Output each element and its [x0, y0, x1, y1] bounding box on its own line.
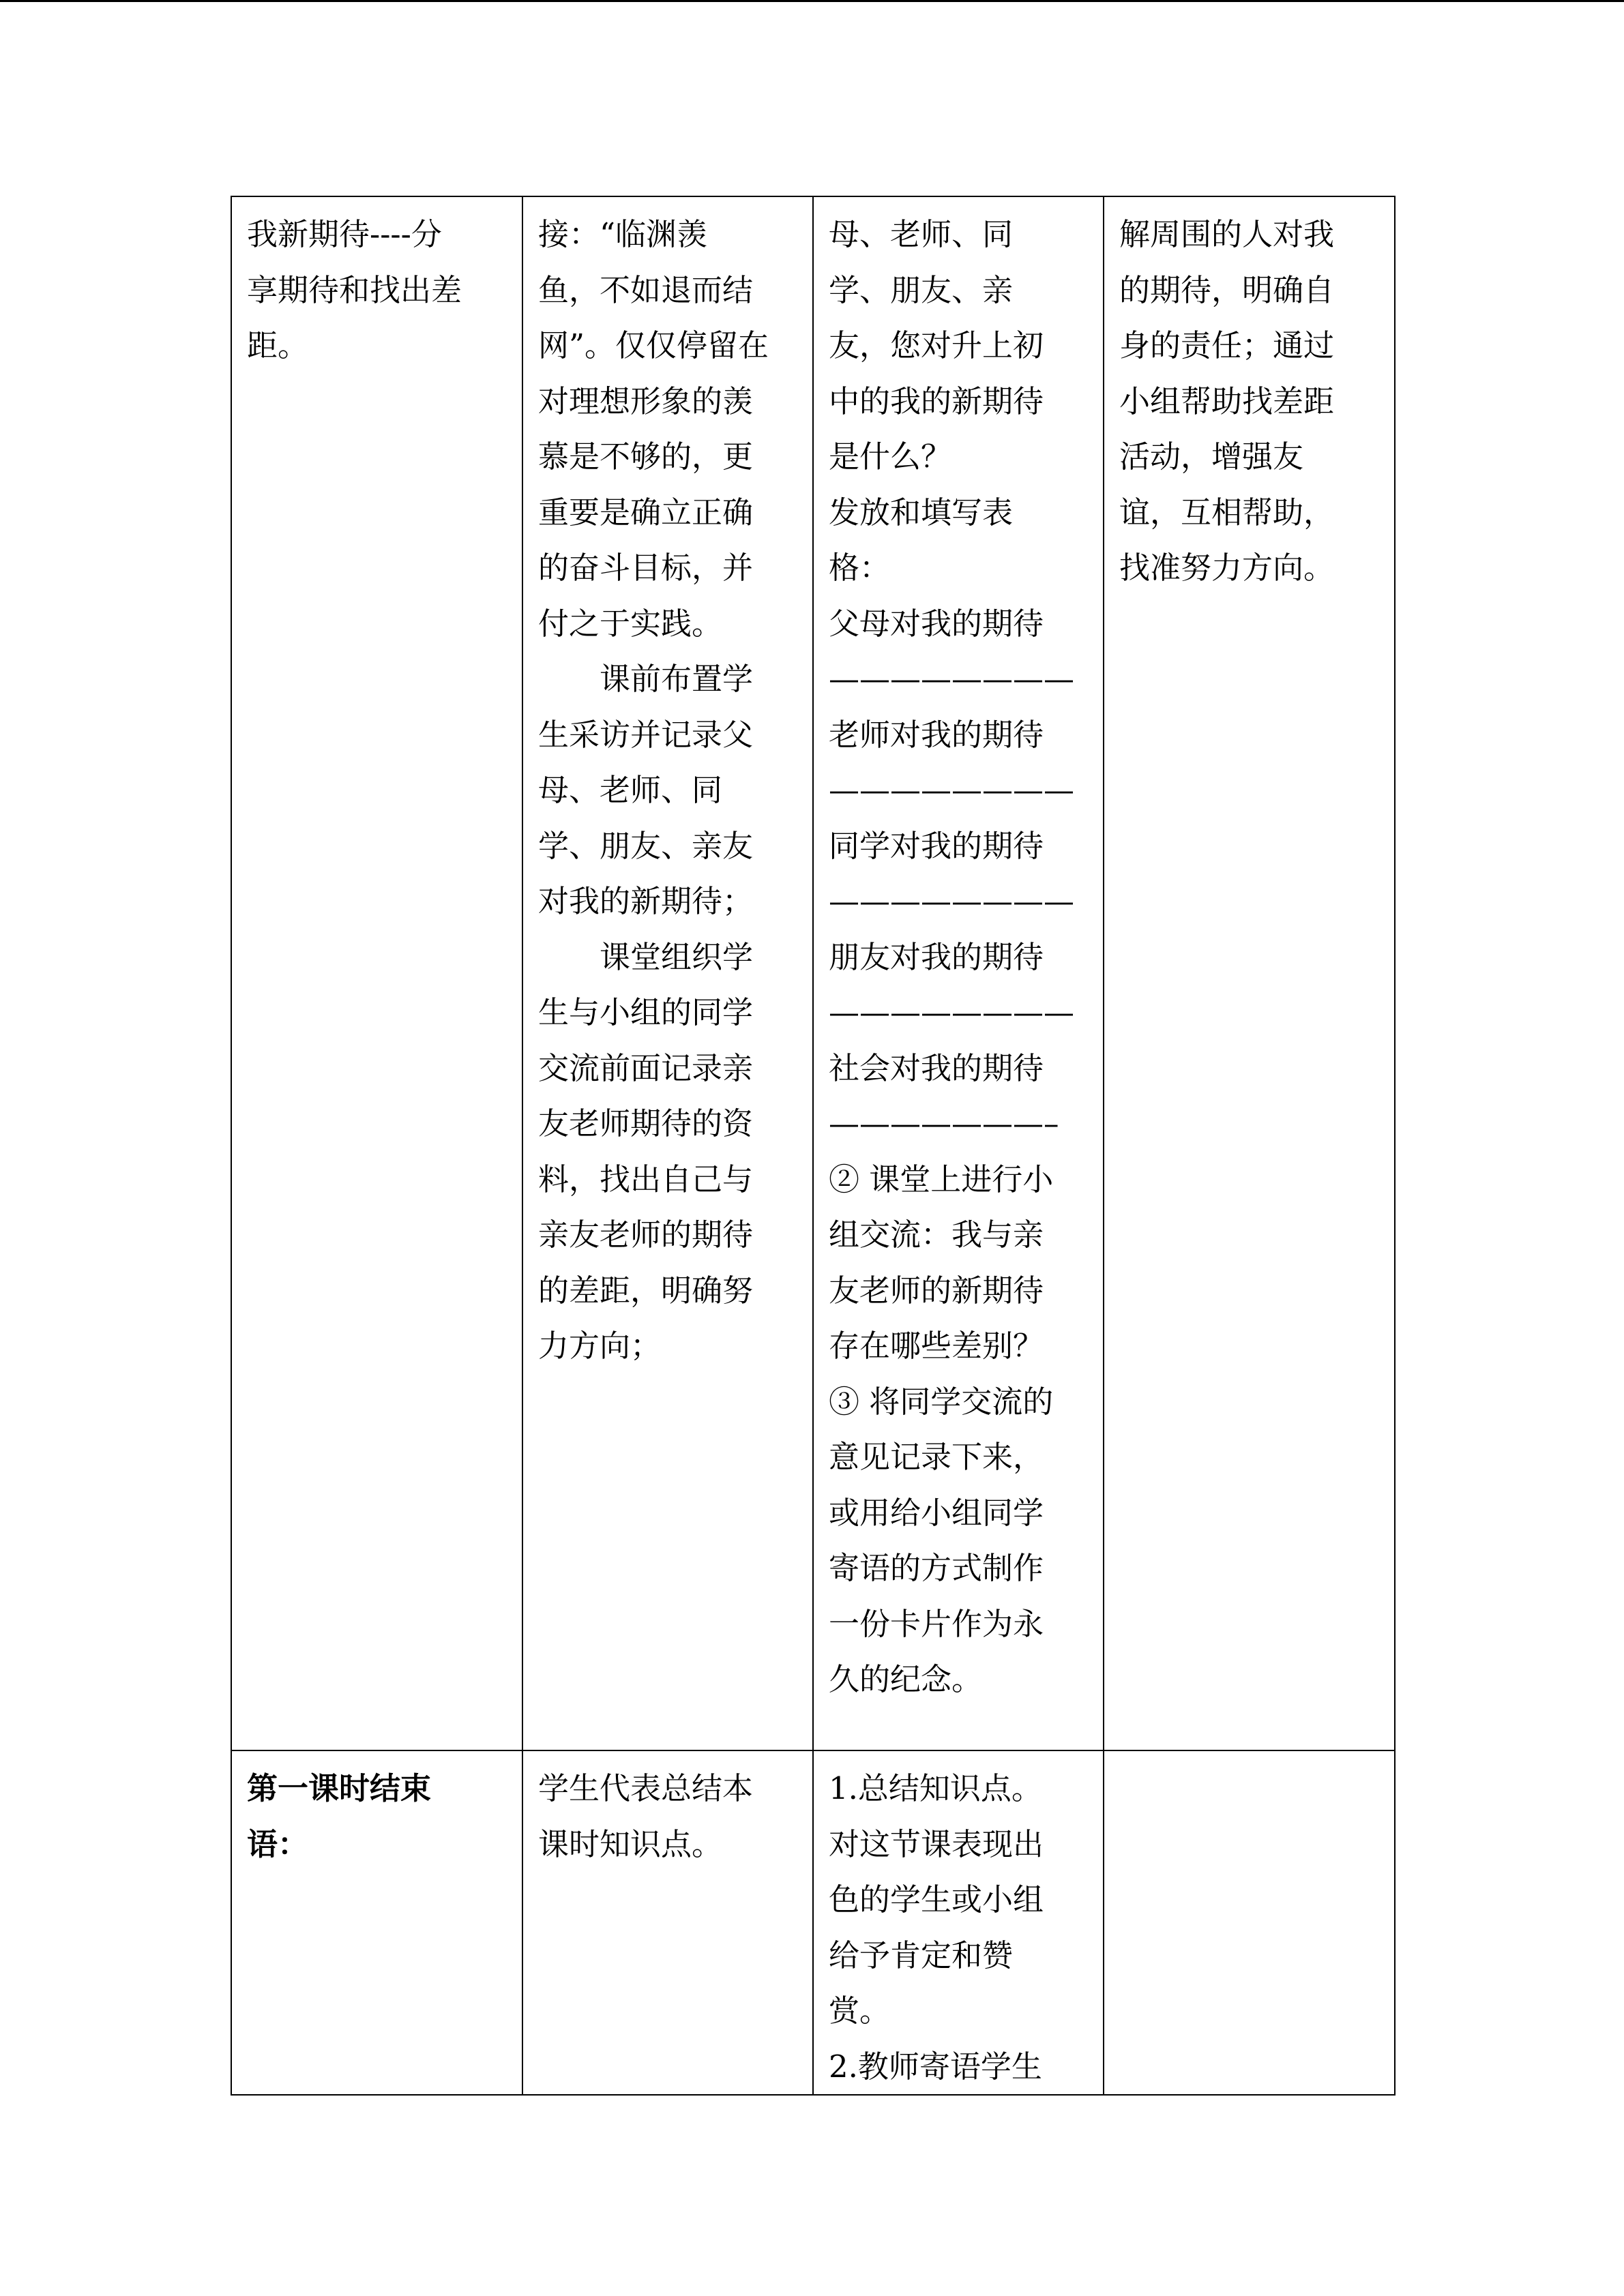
- cell-text-line: 老师对我的期待: [829, 716, 1044, 753]
- cell-text-line: 重要是确立正确: [538, 494, 754, 531]
- cell-text-line: 生与小组的同学: [538, 994, 754, 1030]
- cell-design-intent: [1104, 1750, 1395, 2095]
- cell-text-line: 社会对我的期待: [829, 1049, 1044, 1086]
- lesson-plan-table: [231, 196, 1396, 2096]
- cell-text-line: 课堂组织学: [600, 938, 754, 975]
- cell-text-line: 父母对我的期待: [829, 605, 1044, 642]
- cell-text-line: 交流前面记录亲: [538, 1049, 754, 1086]
- cell-text-line: 活动，增强友: [1119, 438, 1304, 475]
- cell-text-line: 找准努力方向。: [1119, 550, 1335, 586]
- cell-text-line: 友老师的新期待: [829, 1272, 1044, 1309]
- cell-activity-name: [231, 1750, 522, 2095]
- cell-text-line: 学、朋友、亲: [829, 271, 1014, 308]
- cell-text-line: 发放和填写表: [829, 494, 1014, 531]
- cell-text-line: 2.教师寄语学生: [829, 2048, 1042, 2085]
- cell-text-line: 友老师期待的资: [538, 1105, 754, 1142]
- cell-text-line: 课时知识点。: [538, 1825, 723, 1862]
- cell-student-activity: [813, 196, 1104, 1750]
- cell-text-line: 第一课时结束: [247, 1770, 432, 1806]
- cell-text-line: 小组帮助找差距: [1119, 383, 1335, 419]
- cell-text-line: 格：: [829, 550, 891, 586]
- cell-text-line: ————————: [829, 661, 1074, 697]
- cell-text-line: ————————: [829, 994, 1074, 1030]
- cell-text-line: 色的学生或小组: [829, 1881, 1044, 1918]
- cell-text-line: 生采访并记录父: [538, 716, 754, 753]
- cell-text-line: 力方向；: [538, 1328, 662, 1364]
- cell-text-line: 料，找出自己与: [538, 1161, 754, 1197]
- cell-text-line: ———————–: [829, 1105, 1059, 1142]
- cell-text-line: 网”。仅仅停留在: [538, 327, 769, 363]
- cell-text-line: ————————: [829, 772, 1074, 808]
- cell-text-line: ————————: [829, 883, 1074, 919]
- table-row: [231, 196, 1395, 1750]
- cell-text-line: 的差距，明确努: [538, 1272, 754, 1309]
- cell-text-line: 我新期待----分: [247, 216, 442, 252]
- cell-text-line: 久的纪念。: [829, 1661, 983, 1697]
- cell-text-line: 课前布置学: [600, 661, 754, 697]
- cell-text-line: 组交流：我与亲: [829, 1217, 1044, 1253]
- cell-activity-name: [231, 196, 522, 1750]
- cell-text-line: 鱼，不如退而结: [538, 271, 754, 308]
- cell-text-line: 友，您对升上初: [829, 327, 1044, 363]
- cell-student-activity: [813, 1750, 1104, 2095]
- cell-text-line: 同学对我的期待: [829, 827, 1044, 864]
- table-row: [231, 1750, 1395, 2095]
- cell-text-line: 的期待，明确自: [1119, 271, 1335, 308]
- cell-text-line: 朋友对我的期待: [829, 938, 1044, 975]
- cell-design-intent: [1104, 196, 1395, 1750]
- cell-text-line: 谊，互相帮助，: [1119, 494, 1335, 531]
- cell-text-line: 学、朋友、亲友: [538, 827, 754, 864]
- cell-text-line: ② 课堂上进行小: [829, 1161, 1054, 1197]
- cell-text-line: 的奋斗目标，并: [538, 550, 754, 586]
- cell-text-line: 语：: [247, 1825, 309, 1862]
- cell-text-line: ③ 将同学交流的: [829, 1383, 1054, 1420]
- cell-text-line: 或用给小组同学: [829, 1494, 1044, 1531]
- cell-text-line: 解周围的人对我: [1119, 216, 1335, 252]
- cell-text-line: 对理想形象的羡: [538, 383, 754, 419]
- cell-text-line: 享期待和找出差: [247, 271, 462, 308]
- cell-text-line: 身的责任；通过: [1119, 327, 1335, 363]
- cell-text-line: 距。: [247, 327, 309, 363]
- cell-teacher-activity: [522, 1750, 813, 2095]
- cell-text-line: 中的我的新期待: [829, 383, 1044, 419]
- cell-text-line: 学生代表总结本: [538, 1770, 754, 1806]
- cell-text-line: 对这节课表现出: [829, 1825, 1044, 1862]
- cell-text-line: 亲友老师的期待: [538, 1217, 754, 1253]
- cell-text-line: 对我的新期待；: [538, 883, 754, 919]
- cell-text-line: 一份卡片作为永: [829, 1605, 1044, 1642]
- cell-text-line: 付之于实践。: [538, 605, 723, 642]
- page-top-border: [0, 0, 1624, 2]
- cell-text-line: 存在哪些差别？: [829, 1328, 1044, 1364]
- cell-text-line: 慕是不够的，更: [538, 438, 754, 475]
- cell-text-line: 1.总结知识点。: [829, 1770, 1042, 1806]
- cell-text-line: 给予肯定和赞: [829, 1937, 1014, 1973]
- cell-text-line: 意见记录下来，: [829, 1439, 1044, 1475]
- cell-text-line: 母、老师、同: [538, 772, 723, 808]
- cell-text-line: 接：“临渊羡: [538, 216, 708, 252]
- cell-text-line: 赏。: [829, 1993, 891, 2029]
- cell-text-line: 寄语的方式制作: [829, 1550, 1044, 1586]
- cell-teacher-activity: [522, 196, 813, 1750]
- cell-text-line: 母、老师、同: [829, 216, 1014, 252]
- cell-text-line: 是什么？: [829, 438, 952, 475]
